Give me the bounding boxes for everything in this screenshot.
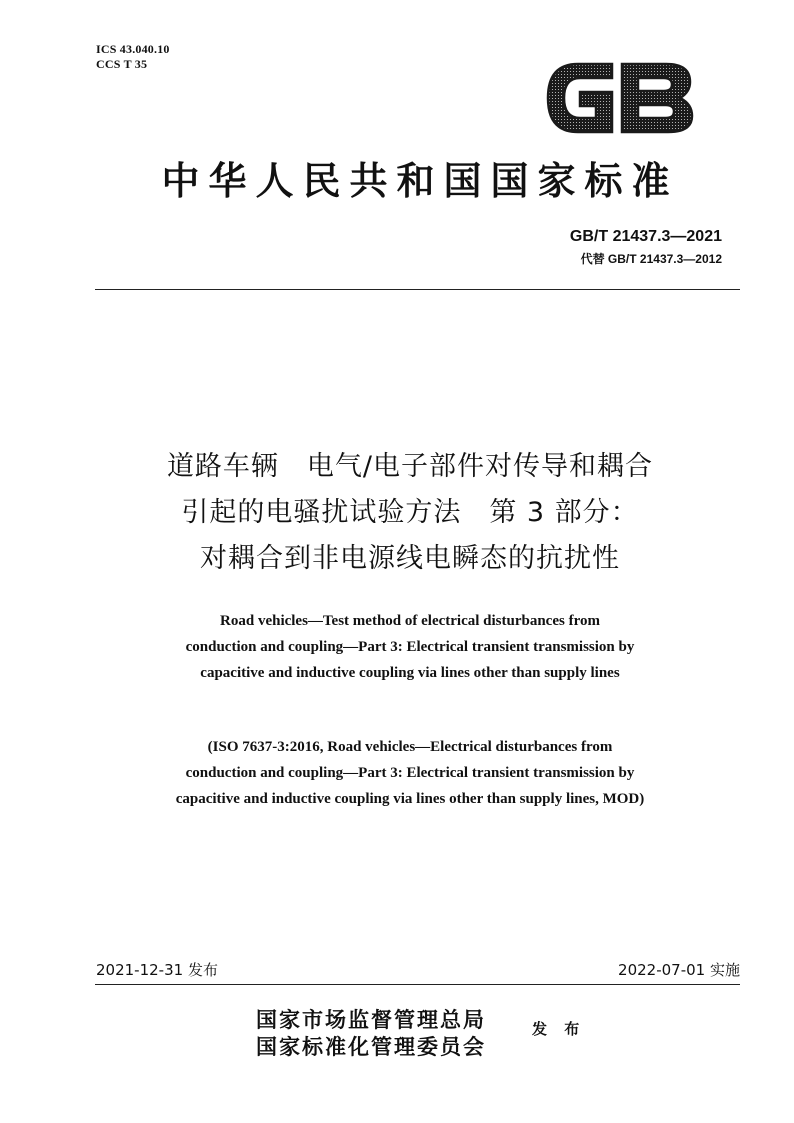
iso-reference-line: capacitive and inductive coupling via lines other than supply lines, MOD) bbox=[175, 791, 645, 807]
english-title-line: Road vehicles—Test method of electrical disturbances from bbox=[220, 613, 600, 629]
issue-date: 2021-12-31 发布 bbox=[96, 961, 218, 979]
implementation-date: 2022-07-01 实施 bbox=[618, 961, 740, 979]
standard-code-block bbox=[570, 226, 722, 268]
gb-logo bbox=[542, 58, 698, 138]
chinese-title-line: 对耦合到非电源线电瞬态的抗扰性 bbox=[200, 543, 620, 574]
chinese-title-line: 道路车辆 电气/电子部件对传导和耦合 bbox=[166, 451, 654, 482]
ics-code: ICS 43.040.10 bbox=[96, 42, 170, 56]
iso-reference-line: (ISO 7637-3:2016, Road vehicles—Electrical disturbances from bbox=[207, 739, 613, 755]
chinese-title bbox=[70, 444, 750, 582]
publish-label: 发 布 bbox=[532, 1020, 586, 1038]
english-title bbox=[70, 608, 750, 686]
header-divider bbox=[95, 289, 740, 290]
chinese-title-line: 引起的电骚扰试验方法 第 3 部分： bbox=[181, 497, 639, 528]
footer-divider bbox=[95, 984, 740, 985]
ccs-code: CCS T 35 bbox=[96, 57, 148, 71]
english-title-line: capacitive and inductive coupling via lines other than supply lines bbox=[200, 665, 620, 681]
issuer-samr: 国家市场监督管理总局 bbox=[256, 1007, 486, 1032]
classification-codes bbox=[96, 42, 170, 72]
national-standard-title: 中华人民共和国国家标准 bbox=[161, 158, 679, 203]
english-title-line: conduction and coupling—Part 3: Electrical transient transmission by bbox=[185, 639, 635, 655]
iso-reference bbox=[60, 734, 760, 812]
replaced-standard: 代替 GB/T 21437.3—2012 bbox=[580, 252, 722, 266]
iso-reference-line: conduction and coupling—Part 3: Electrical transient transmission by bbox=[185, 765, 635, 781]
issuer-sac: 国家标准化管理委员会 bbox=[256, 1034, 486, 1059]
standard-code: GB/T 21437.3—2021 bbox=[569, 228, 722, 245]
issuing-authorities bbox=[256, 1006, 486, 1060]
